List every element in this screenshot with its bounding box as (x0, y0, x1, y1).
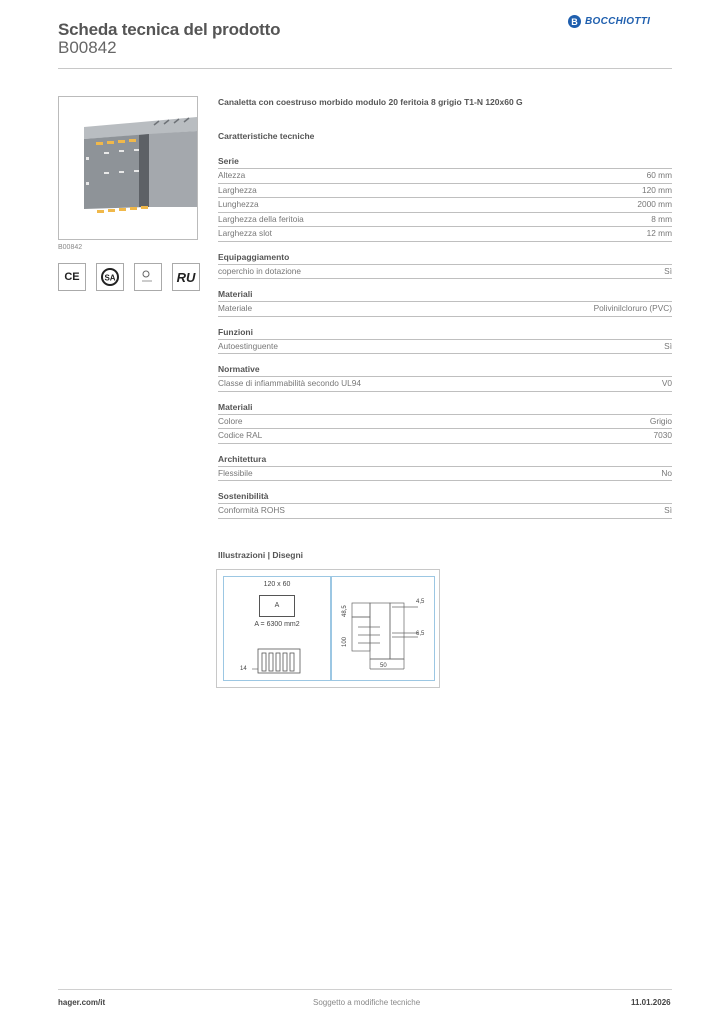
illustrations-heading: Illustrazioni | Disegni (218, 550, 304, 560)
spec-group-equipaggiamento (218, 252, 672, 280)
page-title: Scheda tecnica del prodotto (58, 20, 281, 39)
spec-row: Conformità ROHS Sì (218, 504, 672, 519)
spec-row: Classe di infiammabilità secondo UL94 V0 (218, 377, 672, 392)
ul-classified-icon (134, 263, 162, 291)
footer-website-link[interactable]: hager.com/it (58, 998, 106, 1007)
dimension-diagram-icon (332, 577, 434, 680)
spec-group-funzioni (218, 327, 672, 355)
brand-name: BOCCHIOTTI (585, 16, 651, 27)
spec-group-materiali (218, 289, 672, 317)
spec-row: Materiale Polivinilcloruro (PVC) (218, 302, 672, 317)
spec-row: coperchio in dotazione Sì (218, 265, 672, 280)
dim-4-5: 4,5 (416, 599, 425, 605)
cable-duct-illustration (59, 97, 197, 239)
spec-row: Flessibile No (218, 467, 672, 482)
svg-text:SA: SA (104, 273, 116, 283)
group-title: Serie (218, 156, 672, 169)
technical-drawing (216, 569, 440, 688)
spec-row: Autoestinguente Sì (218, 340, 672, 355)
group-title: Equipaggiamento (218, 252, 672, 265)
spec-group-architettura (218, 454, 672, 482)
svg-text:50: 50 (380, 663, 387, 669)
group-title: Normative (218, 364, 672, 377)
spec-group-normative (218, 364, 672, 392)
specs-heading: Caratteristiche tecniche (218, 131, 315, 141)
brand-logo (568, 15, 650, 28)
product-image (58, 96, 198, 240)
certification-marks (58, 263, 200, 291)
csa-mark-icon (96, 263, 124, 291)
group-title: Funzioni (218, 327, 672, 340)
slot-profile-icon (224, 643, 330, 679)
group-title: Sostenibilità (218, 491, 672, 504)
spec-row: Colore Grigio (218, 415, 672, 430)
group-title: Materiali (218, 289, 672, 302)
footer-notice: Soggetto a modifiche tecniche (313, 998, 421, 1007)
bocchiotti-logo-icon: B (568, 15, 581, 28)
footer-divider (58, 989, 672, 990)
group-title: Architettura (218, 454, 672, 467)
spec-group-materiali-colore (218, 402, 672, 444)
image-caption: B00842 (58, 244, 83, 251)
specs-table (218, 156, 672, 529)
group-title: Materiali (218, 402, 672, 415)
spec-row: Lunghezza 2000 mm (218, 198, 672, 213)
svg-text:48,5: 48,5 (342, 605, 348, 617)
svg-text:100: 100 (342, 636, 348, 647)
spec-row: Altezza 60 mm (218, 169, 672, 184)
spec-group-sostenibilita (218, 491, 672, 519)
spec-row: Larghezza 120 mm (218, 184, 672, 199)
spec-row: Codice RAL 7030 (218, 429, 672, 444)
spec-row: Larghezza slot 12 mm (218, 227, 672, 242)
svg-text:6,5: 6,5 (416, 631, 425, 637)
spec-row: Larghezza della feritoia 8 mm (218, 213, 672, 228)
dimension-drawing-panel (331, 576, 435, 681)
product-code: B00842 (58, 38, 117, 57)
footer-date: 11.01.2026 (631, 998, 671, 1007)
header-divider (58, 68, 672, 69)
spec-group-serie (218, 156, 672, 242)
product-description: Canaletta con coestruso morbido modulo 20 feritoia 8 grigio T1-N 120x60 G (218, 97, 523, 107)
ce-mark-icon: CE (58, 263, 86, 291)
section-drawing-panel: 120 x 60 A A = 6300 mm2 14 (223, 576, 331, 681)
ul-recognized-icon: RU (172, 263, 200, 291)
cross-section-icon: A (259, 595, 295, 617)
